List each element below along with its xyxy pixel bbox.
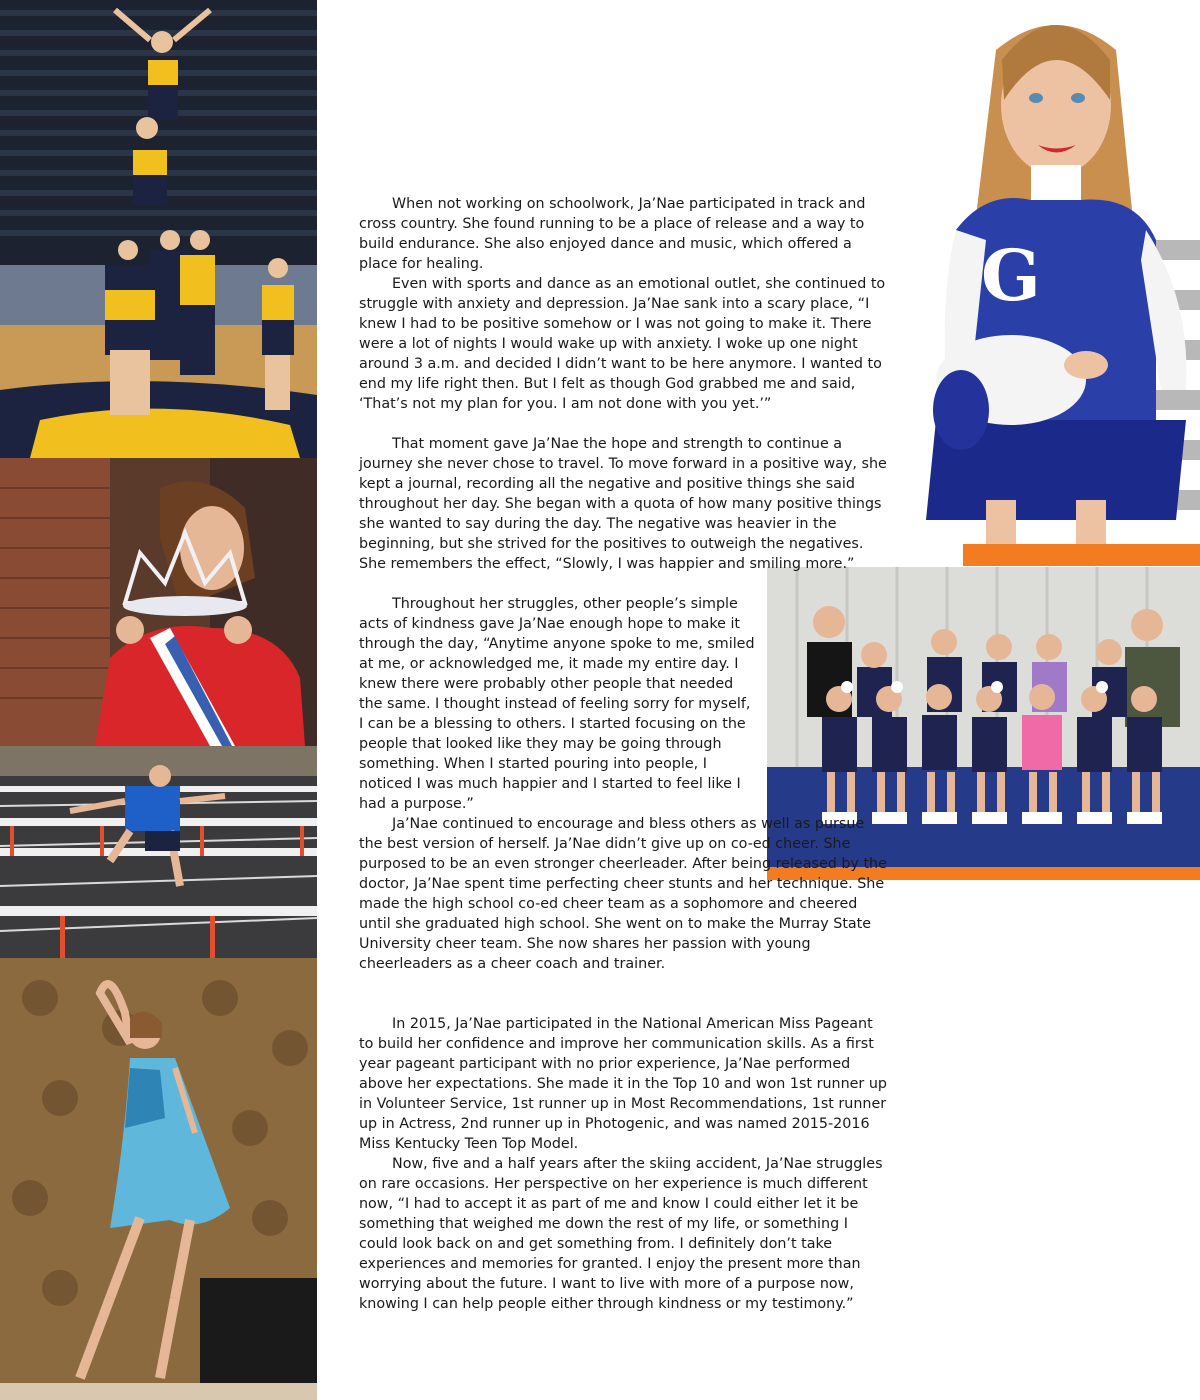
article-paragraph: That moment gave Ja’Nae the hope and strength to continue a journey she never chose to travel. To move forward in a positive way, she kept a journal, recording all the negative and positive things she said throughout her day. She began with a quota of how many positive things she wanted to say during the day. The negative was heavier in the beginning, but she strived for the positives to outweigh the negatives. She remembers the effect, “Slowly, I was happier and smiling more.”	[359, 436, 887, 572]
dancer-photo	[0, 958, 317, 1400]
article-paragraph: Now, five and a half years after the skiing accident, Ja’Nae struggles on rare occasions. Her perspective on her experience is much different now, “I had to accept it as part of me and know I could either let it be something that weighed me down the rest of my life, or something I could look back on and get something from. I definitely don’t take experiences and memories for granted. I enjoy the present more than worrying about the future. I want to live with more of a purpose now, knowing I can help people either through kindness or my testimony.”	[359, 1156, 883, 1312]
article-paragraph: In 2015, Ja’Nae participated in the National American Miss Pageant to build her confidence and improve her communication skills. As a first year pageant participant with no prior experience, Ja’Nae performed above her expectations. She made it in the Top 10 and won 1st runner up in Volunteer Service, 1st runner up in Most Recommendations, 1st runner up in Actress, 2nd runner up in Photogenic, and was named 2015-2016 Miss Kentucky Teen Top Model.	[359, 1016, 887, 1152]
article-paragraph: When not working on schoolwork, Ja’Nae participated in track and cross country. She found running to be a place of release and a way to build endurance. She also enjoyed dance and music, which offered a place for healing.	[359, 196, 866, 272]
article-paragraph: Throughout her struggles, other people’s simple acts of kindness gave Ja’Nae enough hope to make it through the day, “Anytime anyone spoke to me, smiled at me, or acknowledged me, it made my entire day. I knew there were probably other people that needed the same. I thought instead of feeling sorry for myself, I can be a blessing to others. I started focusing on the people that looked like they may be going through something. When I started pouring into people, I noticed I was much happier and I started to feel like I had a purpose.”	[359, 596, 755, 812]
svg-text:G: G	[981, 234, 1041, 317]
arena-stunt-photo	[0, 0, 317, 458]
article-paragraph: Ja’Nae continued to encourage and bless others as well as pursue the best version of herself. Ja’Nae didn’t give up on co-ed cheer. She purposed to be an even stronger cheerleader. After being released by the doctor, Ja’Nae spent time perfecting cheer stunts and her technique. She made the high school co-ed cheer team as a sophomore and cheered until she graduated high school. She went on to make the Murray State University cheer team. She now shares her passion with young cheerleaders as a cheer coach and trainer.	[359, 816, 887, 972]
article-paragraph: Even with sports and dance as an emotional outlet, she continued to struggle with anxiety and depression. Ja’Nae sank into a scary place, “I knew I had to be positive somehow or I was not going to make it. There were a lot of nights I would wake up with anxiety. I woke up one night around 3 a.m. and decided I didn’t want to be here anymore. I wanted to end my life right then. But I felt as though God grabbed me and said, ‘That’s not my plan for you. I am not done with you yet.’”	[359, 276, 886, 412]
pageant-crown-photo	[0, 458, 317, 746]
hurdles-photo	[0, 746, 317, 958]
cheer-portrait-photo	[906, 0, 1200, 544]
